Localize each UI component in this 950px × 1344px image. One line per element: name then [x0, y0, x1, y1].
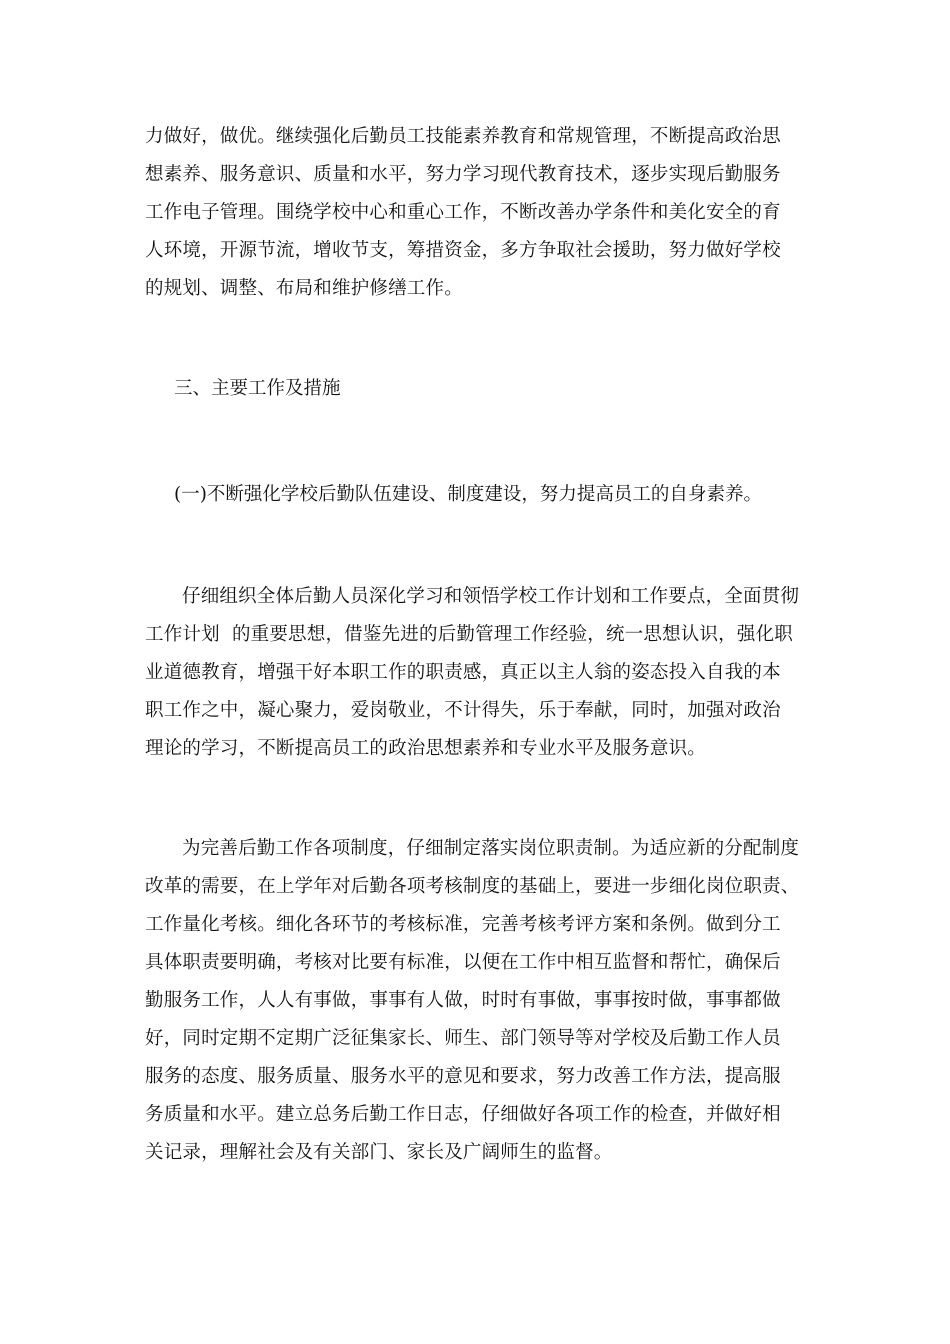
text-line: 仔细组织全体后勤人员深化学习和领悟学校工作计划和工作要点，全面贯彻	[182, 586, 800, 607]
text-line: 好，同时定期不定期广泛征集家长、师生、部门领导等对学校及后勤工作人员	[145, 1028, 781, 1049]
text-line: 关记录，理解社会及有关部门、家长及广阔师生的监督。	[145, 1142, 613, 1163]
text-line: 工作计划 的重要思想，借鉴先进的后勤管理工作经验，统一思想认识，强化职	[145, 624, 793, 645]
section-heading: 三、主要工作及措施	[174, 378, 341, 399]
text-line: 业道德教育，增强干好本职工作的职责感，真正以主人翁的姿态投入自我的本	[145, 662, 781, 683]
text-line: 的规划、调整、布局和维护修缮工作。	[145, 278, 463, 299]
text-line: 想素养、服务意识、质量和水平，努力学习现代教育技术，逐步实现后勤服务	[145, 164, 781, 185]
text-line: 职工作之中，凝心聚力，爱岗敬业，不计得失，乐于奉献，同时，加强对政治	[145, 700, 781, 721]
text-line: 服务的态度、服务质量、服务水平的意见和要求，努力改善工作方法，提高服	[145, 1066, 781, 1087]
text-line: 为完善后勤工作各项制度，仔细制定落实岗位职责制。为适应新的分配制度	[182, 838, 800, 859]
text-line: 工作量化考核。细化各环节的考核标准，完善考核考评方案和条例。做到分工	[145, 914, 781, 935]
text-line: 理论的学习，不断提高员工的政治思想素养和专业水平及服务意识。	[145, 738, 707, 759]
text-line: 务质量和水平。建立总务后勤工作日志，仔细做好各项工作的检查，并做好相	[145, 1104, 781, 1125]
text-line: 力做好，做优。继续强化后勤员工技能素养教育和常规管理，不断提高政治思	[145, 126, 781, 147]
text-line: 勤服务工作，人人有事做，事事有人做，时时有事做，事事按时做，事事都做	[145, 990, 781, 1011]
text-line: 具体职责要明确，考核对比要有标准，以便在工作中相互监督和帮忙，确保后	[145, 952, 781, 973]
study-paragraph	[145, 578, 810, 768]
system-paragraph	[145, 830, 810, 1172]
text-line: 工作电子管理。围绕学校中心和重心工作，不断改善办学条件和美化安全的育	[145, 202, 781, 223]
text-line: 改革的需要，在上学年对后勤各项考核制度的基础上，要进一步细化岗位职责、	[145, 876, 800, 897]
intro-paragraph	[145, 118, 810, 308]
text-line: 人环境，开源节流，增收节支，筹措资金，多方争取社会援助，努力做好学校	[145, 240, 781, 261]
subsection-heading: (一)不断强化学校后勤队伍建设、制度建设，努力提高员工的自身素养。	[174, 484, 762, 505]
